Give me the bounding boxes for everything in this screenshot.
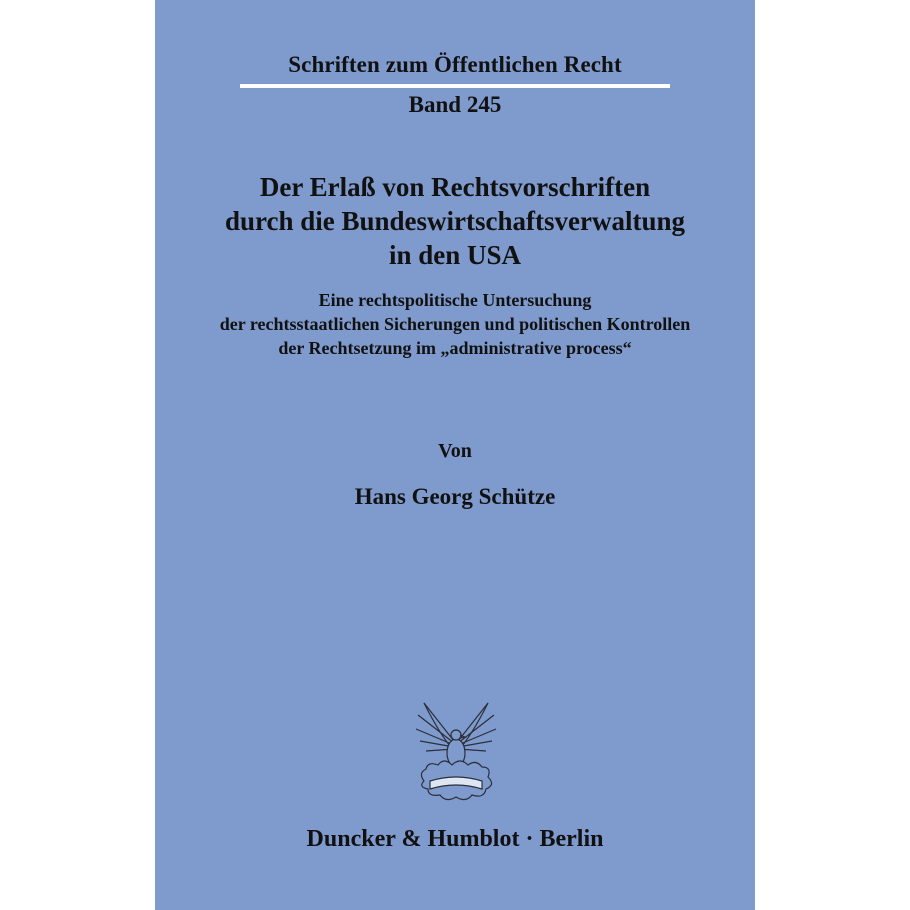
subtitle-line: der rechtsstaatlichen Sicherungen und politischen Kontrollen — [219, 314, 691, 334]
title-line: in den USA — [388, 240, 522, 270]
volume-number: Band 245 — [408, 92, 502, 117]
by-label: Von — [438, 440, 472, 462]
title-line: durch die Bundeswirtschaftsverwaltung — [224, 206, 686, 236]
publisher-line: Duncker & Humblot · Berlin — [306, 826, 604, 852]
series-title: Schriften zum Öffentlichen Recht — [288, 52, 622, 77]
title-line: Der Erlaß von Rechtsvorschriften — [259, 172, 651, 202]
subtitle-line: der Rechtsetzung im „administrative process“ — [278, 338, 632, 358]
phoenix-eagle-icon — [410, 695, 502, 813]
author-name: Hans Georg Schütze — [354, 484, 556, 509]
book-cover — [155, 0, 755, 910]
book-title — [155, 170, 755, 272]
book-subtitle — [155, 288, 755, 360]
subtitle-line: Eine rechtspolitische Untersuchung — [318, 290, 592, 310]
divider-rule — [240, 84, 670, 88]
